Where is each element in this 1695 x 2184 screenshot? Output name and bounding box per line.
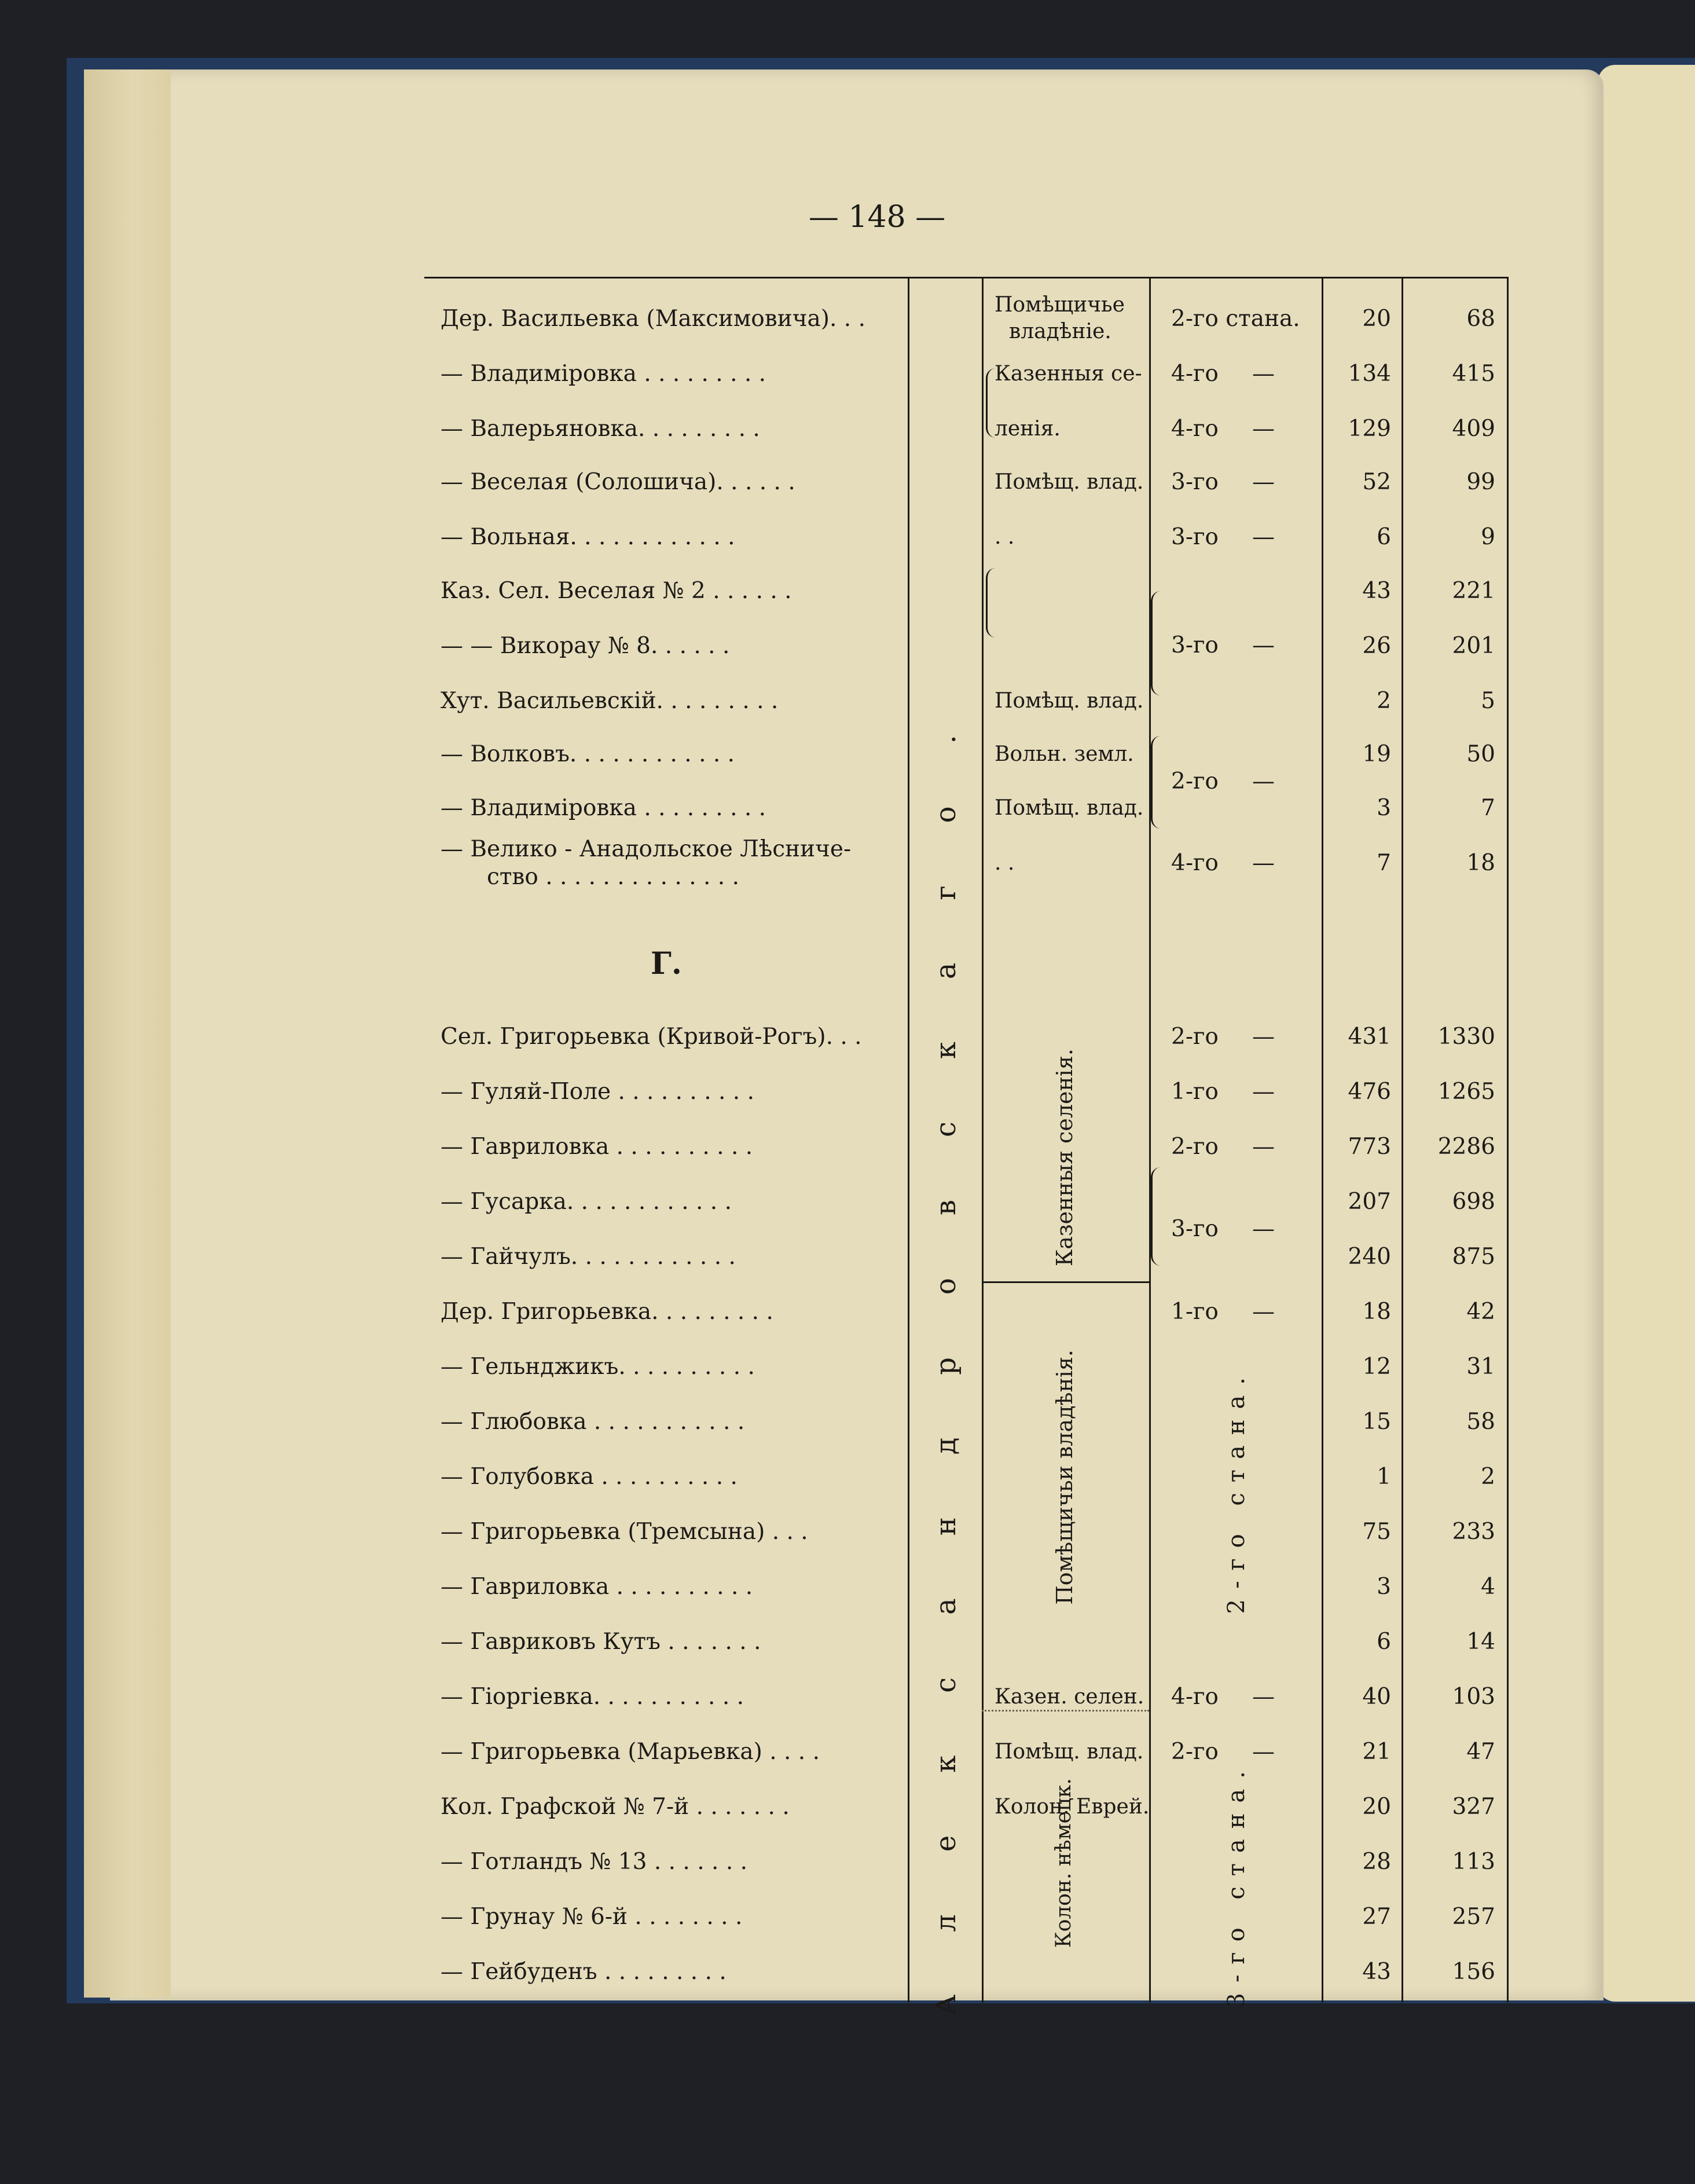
households-count: 20 bbox=[1362, 306, 1391, 332]
households-count: 26 bbox=[1362, 633, 1391, 659]
settlement-name: — Вольная. . . . . . . . . . . . bbox=[441, 524, 735, 550]
ditto-dash: — bbox=[1252, 469, 1275, 495]
households-count: 6 bbox=[1377, 524, 1391, 550]
settlement-name: — Грунау № 6-й . . . . . . . . bbox=[441, 1904, 743, 1930]
households-count: 43 bbox=[1362, 1959, 1391, 1985]
population-count: 113 bbox=[1452, 1849, 1495, 1875]
households-count: 15 bbox=[1362, 1409, 1391, 1435]
stan-number: 3-го bbox=[1171, 632, 1219, 658]
stan-number: 4-го bbox=[1171, 850, 1219, 876]
households-count: 52 bbox=[1362, 469, 1391, 495]
next-page-edge bbox=[1598, 65, 1695, 2002]
population-count: 14 bbox=[1466, 1629, 1495, 1655]
owner-type: Помѣщ. влад. bbox=[995, 470, 1144, 494]
owner-type: Вольн. земл. bbox=[995, 742, 1134, 766]
population-count: 415 bbox=[1452, 361, 1495, 387]
settlement-name: Кол. Графской № 7-й . . . . . . . bbox=[441, 1794, 790, 1820]
households-count: 773 bbox=[1348, 1134, 1391, 1160]
households-count: 134 bbox=[1348, 361, 1391, 387]
owner-type: . . bbox=[995, 525, 1015, 549]
settlement-name: — Гусарка. . . . . . . . . . . . bbox=[441, 1189, 732, 1215]
settlement-name: — Гельнджикъ. . . . . . . . . . bbox=[441, 1354, 755, 1380]
settlement-name: ство . . . . . . . . . . . . . . bbox=[487, 864, 739, 890]
owner-type: ленія. bbox=[995, 417, 1061, 441]
households-count: 28 bbox=[1362, 1849, 1391, 1875]
brace bbox=[1151, 1167, 1161, 1266]
brace bbox=[1151, 736, 1161, 829]
column-rule bbox=[1149, 279, 1151, 2003]
households-count: 43 bbox=[1362, 578, 1391, 604]
column-rule bbox=[1322, 279, 1323, 2003]
households-count: 75 bbox=[1362, 1519, 1391, 1545]
page-stack-edge bbox=[84, 69, 171, 1998]
households-count: 2 bbox=[1377, 688, 1391, 714]
ditto-dash: — bbox=[1252, 524, 1275, 550]
population-count: 47 bbox=[1466, 1739, 1495, 1765]
population-count: 698 bbox=[1452, 1189, 1495, 1215]
settlement-name: — Гейбуденъ . . . . . . . . . bbox=[441, 1959, 727, 1985]
ditto-dash: — bbox=[1252, 361, 1275, 387]
settlement-name: — Валерьяновка. . . . . . . . . bbox=[441, 416, 760, 442]
owner-type: Помѣщ. влад. bbox=[995, 689, 1144, 713]
households-count: 18 bbox=[1362, 1299, 1391, 1325]
stan-number: 2-го bbox=[1171, 768, 1219, 794]
households-count: 6 bbox=[1377, 1629, 1391, 1655]
state-villages-label: Казенныя селенія. bbox=[1052, 1049, 1077, 1267]
ditto-dash: — bbox=[1252, 768, 1275, 794]
households-count: 240 bbox=[1348, 1244, 1391, 1270]
settlement-name: — Владиміровка . . . . . . . . . bbox=[441, 361, 766, 387]
owner-type: Помѣщ. влад. bbox=[995, 1740, 1144, 1764]
brace bbox=[1151, 591, 1161, 695]
population-count: 1330 bbox=[1437, 1024, 1495, 1050]
settlement-name: — Владиміровка . . . . . . . . . bbox=[441, 795, 766, 821]
population-count: 31 bbox=[1466, 1354, 1495, 1380]
owner-type: Казенныя се- bbox=[995, 362, 1142, 386]
german-colonies-label: Колон. нѣмецк. bbox=[1052, 1778, 1076, 1948]
households-count: 7 bbox=[1377, 850, 1391, 876]
population-count: 327 bbox=[1452, 1794, 1495, 1820]
ditto-dash: — bbox=[1252, 1134, 1275, 1160]
settlement-name: — — Викорау № 8. . . . . . bbox=[441, 633, 730, 659]
households-count: 129 bbox=[1348, 416, 1391, 442]
county-label: Александровскаго. bbox=[930, 672, 962, 2016]
brace bbox=[986, 568, 996, 637]
settlement-name: — Голубовка . . . . . . . . . . bbox=[441, 1464, 738, 1490]
owner-type: Колон. Еврей. bbox=[995, 1795, 1150, 1819]
column-rule bbox=[1507, 279, 1509, 2003]
population-count: 201 bbox=[1452, 633, 1495, 659]
ditto-dash: — bbox=[1252, 1299, 1275, 1325]
owner-type: Помѣщ. влад. bbox=[995, 796, 1144, 820]
population-count: 99 bbox=[1466, 469, 1495, 495]
stan-number: 1-го bbox=[1171, 1299, 1219, 1325]
stan-number: 3-го bbox=[1171, 469, 1219, 495]
settlement-name: Хут. Васильевскій. . . . . . . . . bbox=[441, 688, 779, 714]
settlement-name: Дер. Васильевка (Максимовича). . . bbox=[441, 306, 865, 332]
population-count: 5 bbox=[1481, 688, 1495, 714]
population-count: 4 bbox=[1481, 1574, 1495, 1600]
population-count: 156 bbox=[1452, 1959, 1495, 1985]
households-count: 207 bbox=[1348, 1189, 1391, 1215]
ditto-dash: — bbox=[1252, 1684, 1275, 1710]
settlement-name: — Готландъ № 13 . . . . . . . bbox=[441, 1849, 748, 1875]
population-count: 68 bbox=[1466, 306, 1495, 332]
owner-type: владѣніе. bbox=[1009, 320, 1111, 343]
stan-number: 2-го bbox=[1171, 1739, 1219, 1765]
stan-number: 4-го bbox=[1171, 1684, 1219, 1710]
population-count: 221 bbox=[1452, 578, 1495, 604]
column-rule bbox=[982, 279, 984, 2003]
population-count: 103 bbox=[1452, 1684, 1495, 1710]
page-number: — 148 — bbox=[808, 200, 946, 234]
settlement-name: — Гіоргіевка. . . . . . . . . . . bbox=[441, 1684, 744, 1710]
households-count: 27 bbox=[1362, 1904, 1391, 1930]
households-count: 431 bbox=[1348, 1024, 1391, 1050]
stan-number: 3-го bbox=[1171, 1216, 1219, 1242]
settlement-name: — Гавриловка . . . . . . . . . . bbox=[441, 1574, 753, 1600]
stan-number: 3-го bbox=[1171, 524, 1219, 550]
section-letter: Г. bbox=[650, 946, 683, 981]
settlement-name: — Велико - Анадольское Лѣсниче- bbox=[441, 836, 852, 862]
households-count: 40 bbox=[1362, 1684, 1391, 1710]
settlement-table bbox=[424, 277, 1509, 2016]
population-count: 50 bbox=[1466, 741, 1495, 767]
owner-type: . . bbox=[995, 851, 1015, 875]
population-count: 409 bbox=[1452, 416, 1495, 442]
ditto-dash: — bbox=[1252, 1079, 1275, 1105]
settlement-name: — Веселая (Солошича). . . . . . bbox=[441, 469, 795, 495]
third-stan-label: 3-го стана. bbox=[1223, 1761, 1250, 2008]
landlord-estates-label: Помѣщичьи владѣнія. bbox=[1052, 1350, 1077, 1605]
owner-type: Казен. селен. bbox=[995, 1685, 1144, 1709]
population-count: 42 bbox=[1466, 1299, 1495, 1325]
settlement-name: — Гайчулъ. . . . . . . . . . . . bbox=[441, 1244, 736, 1270]
stan-number: 2-го bbox=[1171, 1024, 1219, 1050]
settlement-name: — Гавриловка . . . . . . . . . . bbox=[441, 1134, 753, 1160]
stan-number: 2-го стана. bbox=[1171, 306, 1300, 332]
population-count: 9 bbox=[1481, 524, 1495, 550]
group-divider bbox=[982, 1281, 1149, 1283]
population-count: 58 bbox=[1466, 1409, 1495, 1435]
settlement-name: Сел. Григорьевка (Кривой-Рогъ). . . bbox=[441, 1024, 862, 1050]
households-count: 3 bbox=[1377, 1574, 1391, 1600]
column-rule bbox=[1402, 279, 1403, 2003]
column-rule bbox=[908, 279, 909, 2003]
owner-type: Помѣщичье bbox=[995, 293, 1125, 317]
ditto-dash: — bbox=[1252, 1216, 1275, 1242]
settlement-name: — Гуляй-Поле . . . . . . . . . . bbox=[441, 1079, 755, 1105]
settlement-name: — Гавриковъ Кутъ . . . . . . . bbox=[441, 1629, 761, 1655]
stan-number: 1-го bbox=[1171, 1079, 1219, 1105]
households-count: 1 bbox=[1377, 1464, 1391, 1490]
population-count: 257 bbox=[1452, 1904, 1495, 1930]
population-count: 233 bbox=[1452, 1519, 1495, 1545]
settlement-name: Каз. Сел. Веселая № 2 . . . . . . bbox=[441, 578, 792, 604]
second-stan-label: 2-го стана. bbox=[1223, 1367, 1250, 1614]
settlement-name: — Глюбовка . . . . . . . . . . . bbox=[441, 1409, 745, 1435]
stan-number: 2-го bbox=[1171, 1134, 1219, 1160]
ditto-dash: — bbox=[1252, 1024, 1275, 1050]
population-count: 2 bbox=[1481, 1464, 1495, 1490]
settlement-name: Дер. Григорьевка. . . . . . . . . bbox=[441, 1299, 773, 1325]
settlement-name: — Волковъ. . . . . . . . . . . . bbox=[441, 741, 735, 767]
households-count: 20 bbox=[1362, 1794, 1391, 1820]
stan-number: 4-го bbox=[1171, 361, 1219, 387]
population-count: 18 bbox=[1466, 850, 1495, 876]
households-count: 21 bbox=[1362, 1739, 1391, 1765]
settlement-name: — Григорьевка (Марьевка) . . . . bbox=[441, 1739, 820, 1765]
ditto-dash: — bbox=[1252, 850, 1275, 876]
population-count: 2286 bbox=[1437, 1134, 1495, 1160]
ditto-dash: — bbox=[1252, 416, 1275, 442]
households-count: 476 bbox=[1348, 1079, 1391, 1105]
population-count: 1265 bbox=[1437, 1079, 1495, 1105]
ditto-dash: — bbox=[1252, 1739, 1275, 1765]
ditto-dash: — bbox=[1252, 632, 1275, 658]
settlement-name: — Григорьевка (Тремсына) . . . bbox=[441, 1519, 808, 1545]
households-count: 3 bbox=[1377, 795, 1391, 821]
population-count: 7 bbox=[1481, 795, 1495, 821]
households-count: 19 bbox=[1362, 741, 1391, 767]
households-count: 12 bbox=[1362, 1354, 1391, 1380]
population-count: 875 bbox=[1452, 1244, 1495, 1270]
stan-number: 4-го bbox=[1171, 416, 1219, 442]
